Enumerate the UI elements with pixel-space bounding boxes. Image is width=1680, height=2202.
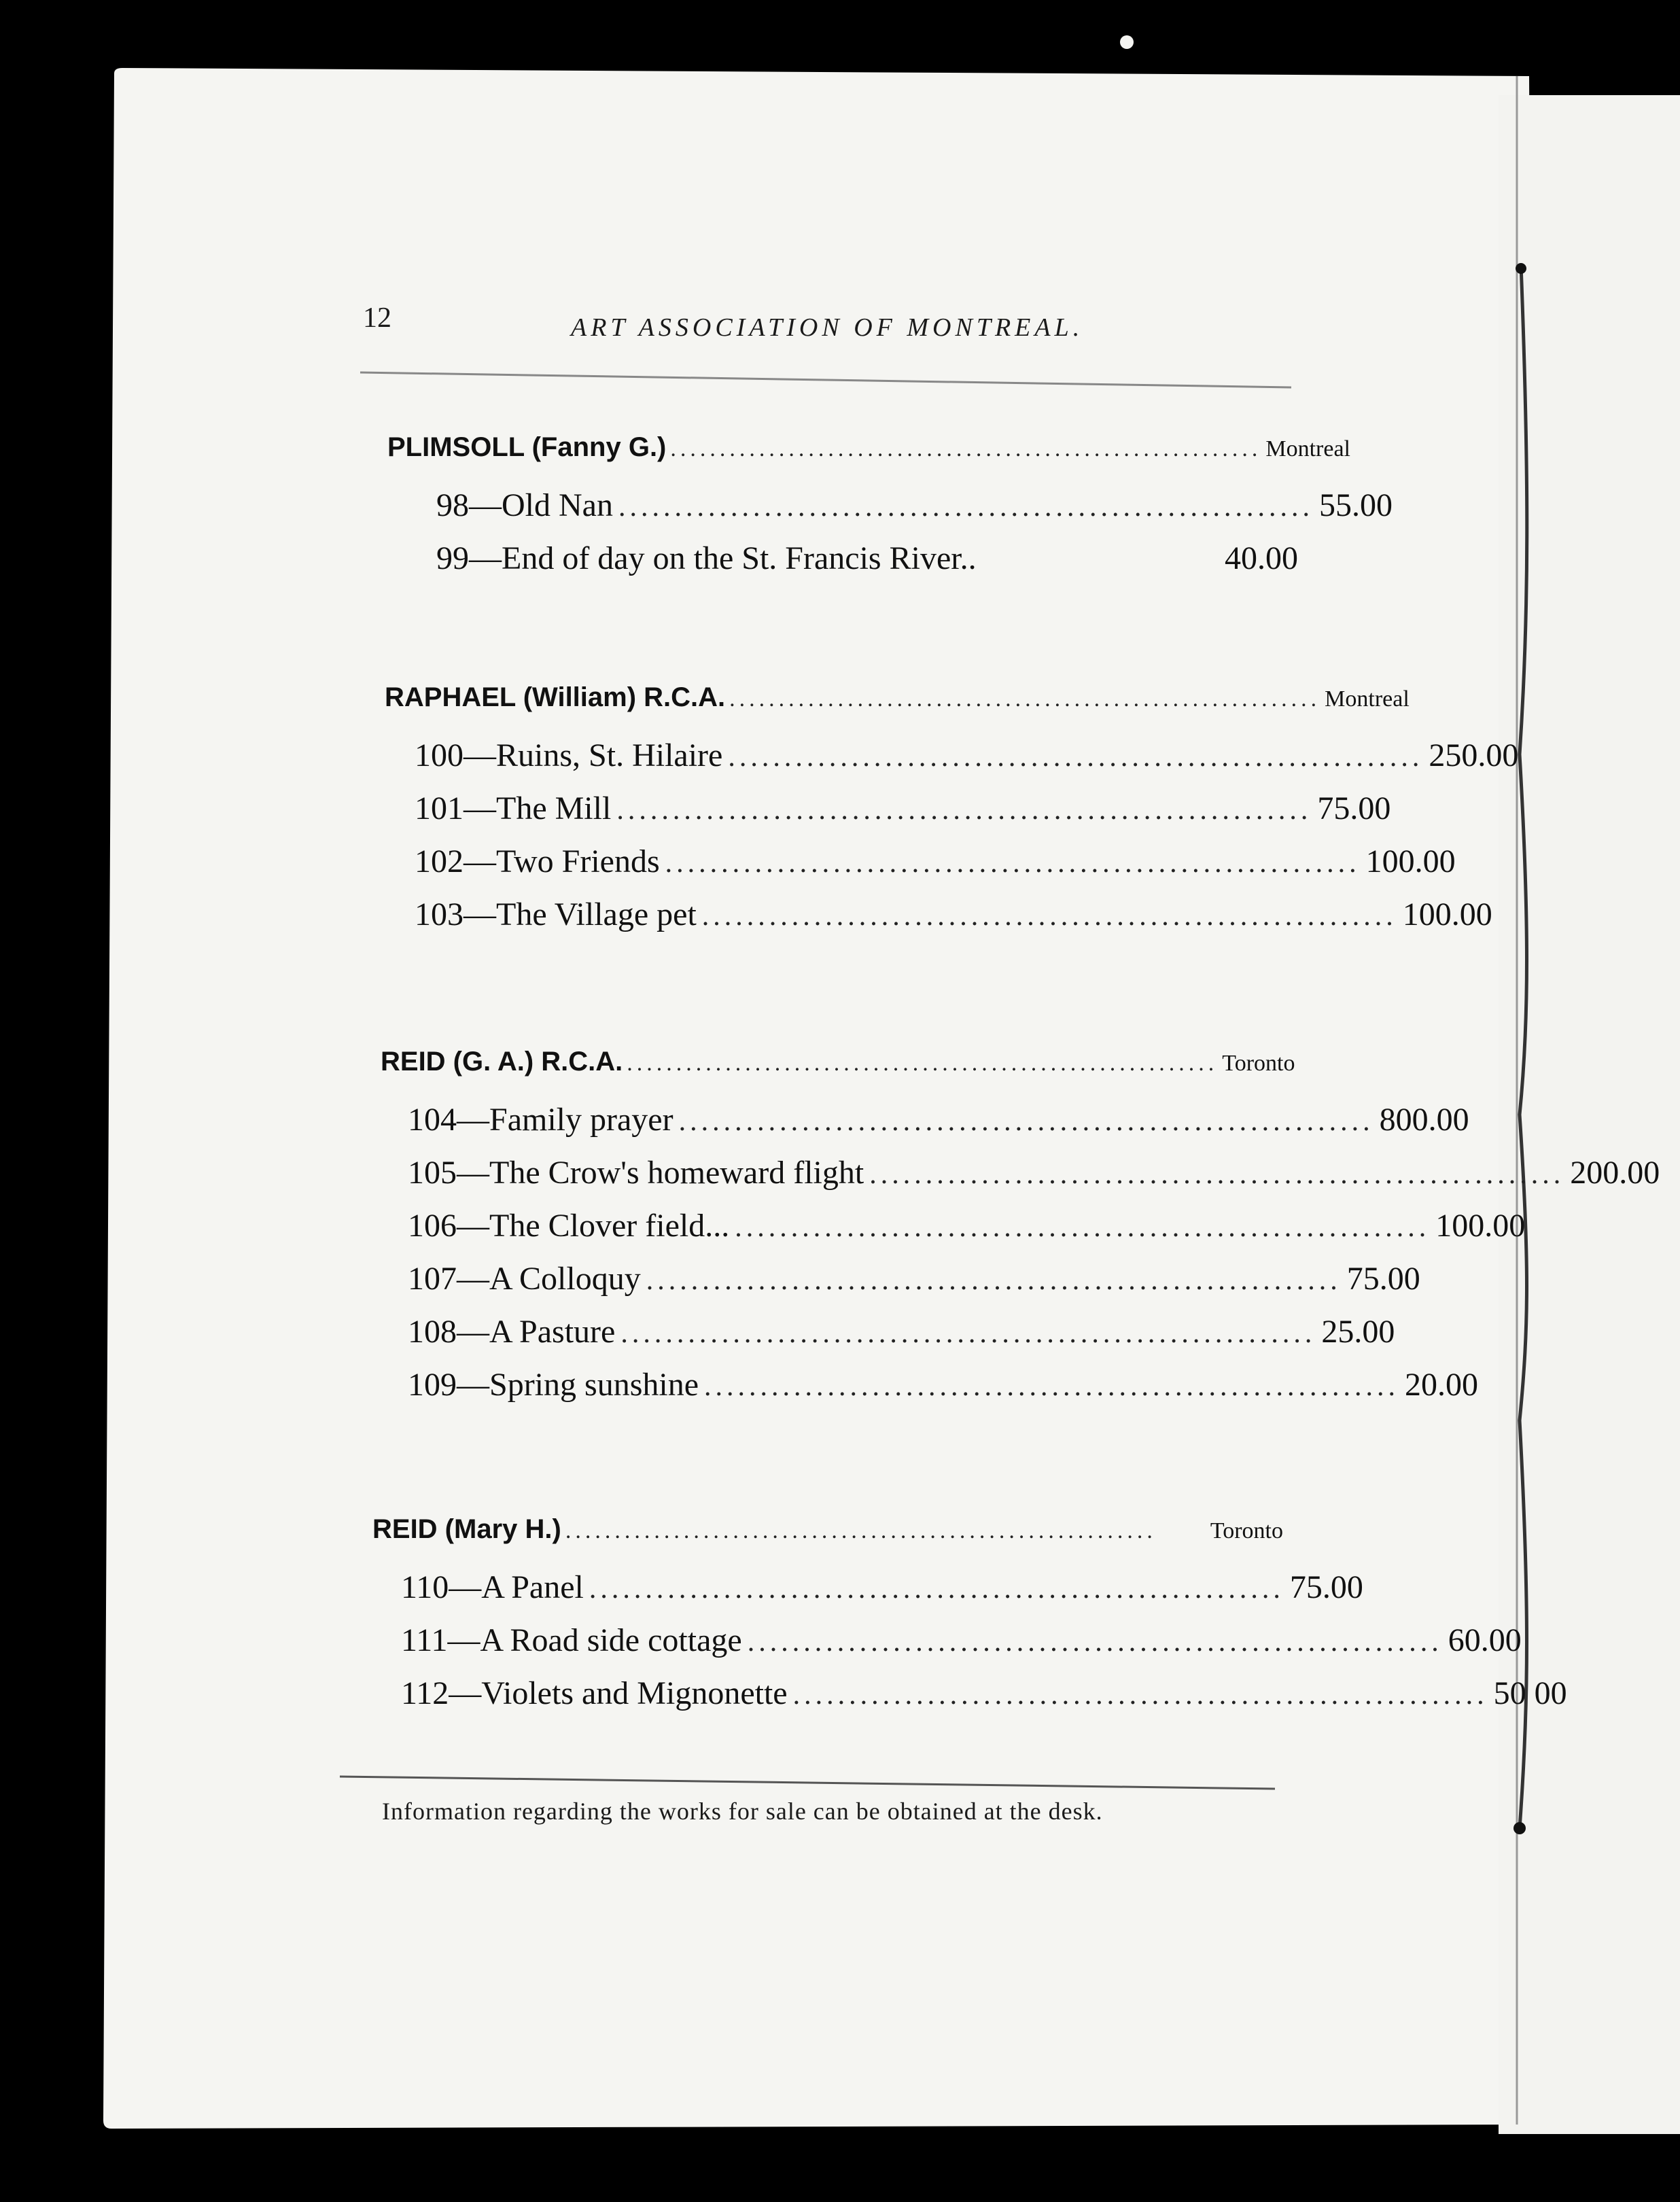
artist-entry: [372, 1514, 1567, 1728]
work-title: A Pasture: [489, 1314, 616, 1350]
work-title: The Mill: [496, 790, 612, 826]
work-row: [408, 1260, 1420, 1313]
work-title: Two Friends: [496, 843, 660, 879]
work-price: 100.00: [1365, 843, 1456, 879]
work-number: 109: [408, 1367, 457, 1403]
artist-city: Montreal: [1325, 686, 1410, 712]
leader-dots: ..............................................................: [616, 794, 1312, 826]
leader-dots: ..............................................................: [620, 1318, 1316, 1349]
work-entry: 112—Violets and Mignonette: [401, 1675, 788, 1711]
work-number: 99: [436, 540, 469, 576]
work-price: 75.00: [1317, 790, 1391, 826]
artist-name: PLIMSOLL (Fanny G.): [387, 432, 667, 462]
artist-entry: [381, 1047, 1660, 1419]
work-entry: 109—Spring sunshine: [408, 1367, 699, 1403]
work-number: 104: [408, 1102, 457, 1138]
artist-city: Toronto: [1222, 1051, 1295, 1076]
work-row: [408, 1366, 1479, 1419]
work-row: [401, 1675, 1567, 1728]
leader-dots: ............................................................: [627, 1051, 1219, 1076]
leader-dots: ............................................................: [565, 1518, 1157, 1543]
work-title: Family prayer: [489, 1102, 673, 1138]
work-entry: 100—Ruins, St. Hilaire: [415, 737, 723, 773]
leader-dots: ..............................................................: [678, 1106, 1374, 1137]
work-entry: 108—A Pasture: [408, 1314, 616, 1350]
leader-dots: ..............................................................: [792, 1679, 1488, 1711]
page-number: 12: [363, 302, 391, 334]
work-entry: 103—The Village pet: [415, 896, 697, 932]
works-list: [408, 1101, 1660, 1419]
artist-name: RAPHAEL (William) R.C.A.: [385, 682, 726, 712]
work-number: 111: [401, 1622, 448, 1658]
leader-dots: ..............................................................: [869, 1159, 1565, 1190]
leader-dots: ..............................................................: [735, 1212, 1431, 1243]
work-entry: 98—Old Nan: [436, 487, 613, 523]
works-list: [436, 487, 1393, 593]
work-row: [415, 896, 1492, 949]
work-title: A Panel: [481, 1569, 584, 1605]
work-number: 110: [401, 1569, 449, 1605]
work-number: 101: [415, 790, 463, 826]
work-entry: 111—A Road side cottage: [401, 1622, 742, 1658]
leader-dots: ..............................................................: [747, 1626, 1443, 1658]
work-price: 75.00: [1346, 1261, 1420, 1297]
work-price: 20.00: [1405, 1367, 1479, 1403]
work-title: The Village pet: [496, 896, 697, 932]
work-row: [415, 843, 1456, 896]
leader-dots: ..............................................................: [704, 1371, 1400, 1402]
work-price: 55.00: [1318, 487, 1393, 523]
artist-heading: [387, 432, 1351, 487]
work-title: Ruins, St. Hilaire: [496, 737, 723, 773]
work-title: Violets and Mignonette: [481, 1675, 788, 1711]
work-price: 100.00: [1435, 1208, 1526, 1244]
work-price: 25.00: [1321, 1314, 1395, 1350]
work-number: 103: [415, 896, 463, 932]
work-title: The Clover field...: [489, 1208, 730, 1244]
work-number: 106: [408, 1208, 457, 1244]
work-title: A Road side cottage: [480, 1622, 742, 1658]
leader-dots: ............................................................: [670, 436, 1262, 461]
work-price: 50 00: [1493, 1675, 1567, 1711]
work-price: 75.00: [1289, 1569, 1363, 1605]
work-title: The Crow's homeward flight: [489, 1155, 864, 1191]
work-number: 107: [408, 1261, 457, 1297]
artist-name: REID (G. A.) R.C.A.: [381, 1047, 623, 1077]
work-row: [436, 540, 1298, 593]
artist-city: Toronto: [1210, 1518, 1283, 1543]
work-number: 108: [408, 1314, 457, 1350]
leader-dots: ..............................................................: [701, 901, 1397, 932]
artist-entry: [385, 682, 1519, 949]
work-number: 100: [415, 737, 463, 773]
work-price: 200.00: [1570, 1155, 1660, 1191]
work-number: 112: [401, 1675, 449, 1711]
work-number: 102: [415, 843, 463, 879]
artist-heading: [372, 1514, 1283, 1569]
leader-dots: ..............................................................: [665, 847, 1361, 879]
work-price: 250.00: [1429, 737, 1519, 773]
work-entry: 110—A Panel: [401, 1569, 584, 1605]
work-entry: 102—Two Friends: [415, 843, 660, 879]
leader-dots: ..............................................................: [589, 1573, 1284, 1605]
work-row: [401, 1622, 1522, 1675]
work-entry: 105—The Crow's homeward flight: [408, 1155, 864, 1191]
work-price: 40.00: [1225, 540, 1298, 576]
work-title: End of day on the St. Francis River..: [502, 540, 977, 576]
work-price: 60.00: [1448, 1622, 1522, 1658]
work-entry: 106—The Clover field...: [408, 1208, 730, 1244]
work-row: [408, 1313, 1395, 1366]
leader-dots: ..............................................................: [618, 491, 1314, 523]
work-row: [408, 1101, 1469, 1154]
leader-dots: ..............................................................: [728, 741, 1424, 773]
work-entry: 107—A Colloquy: [408, 1261, 641, 1297]
work-price: 100.00: [1402, 896, 1492, 932]
work-title: A Colloquy: [489, 1261, 641, 1297]
artist-entry: [387, 432, 1393, 593]
works-list: [401, 1569, 1567, 1728]
work-title: Spring sunshine: [489, 1367, 699, 1403]
footer-note: Information regarding the works for sale can be obtained at the desk.: [382, 1798, 1103, 1825]
leader-dots: ..............................................................: [646, 1265, 1342, 1296]
work-number: 98: [436, 487, 469, 523]
artist-city: Montreal: [1265, 436, 1351, 461]
artist-heading: [381, 1047, 1295, 1101]
work-entry: 101—The Mill: [415, 790, 612, 826]
work-title: Old Nan: [502, 487, 613, 523]
artist-name: REID (Mary H.): [372, 1514, 561, 1544]
work-row: [401, 1569, 1363, 1622]
work-number: 105: [408, 1155, 457, 1191]
work-row: [415, 790, 1391, 843]
running-head: ART ASSOCIATION OF MONTREAL.: [571, 313, 1084, 342]
work-row: [415, 737, 1519, 790]
leader-dots: ............................................................: [729, 686, 1321, 712]
work-price: 800.00: [1379, 1102, 1469, 1138]
work-row: [408, 1154, 1660, 1207]
work-row: [408, 1207, 1526, 1260]
work-row: [436, 487, 1393, 540]
works-list: [415, 737, 1519, 949]
work-entry: 99—End of day on the St. Francis River..: [436, 540, 977, 576]
work-entry: 104—Family prayer: [408, 1102, 673, 1138]
artist-heading: [385, 682, 1410, 737]
